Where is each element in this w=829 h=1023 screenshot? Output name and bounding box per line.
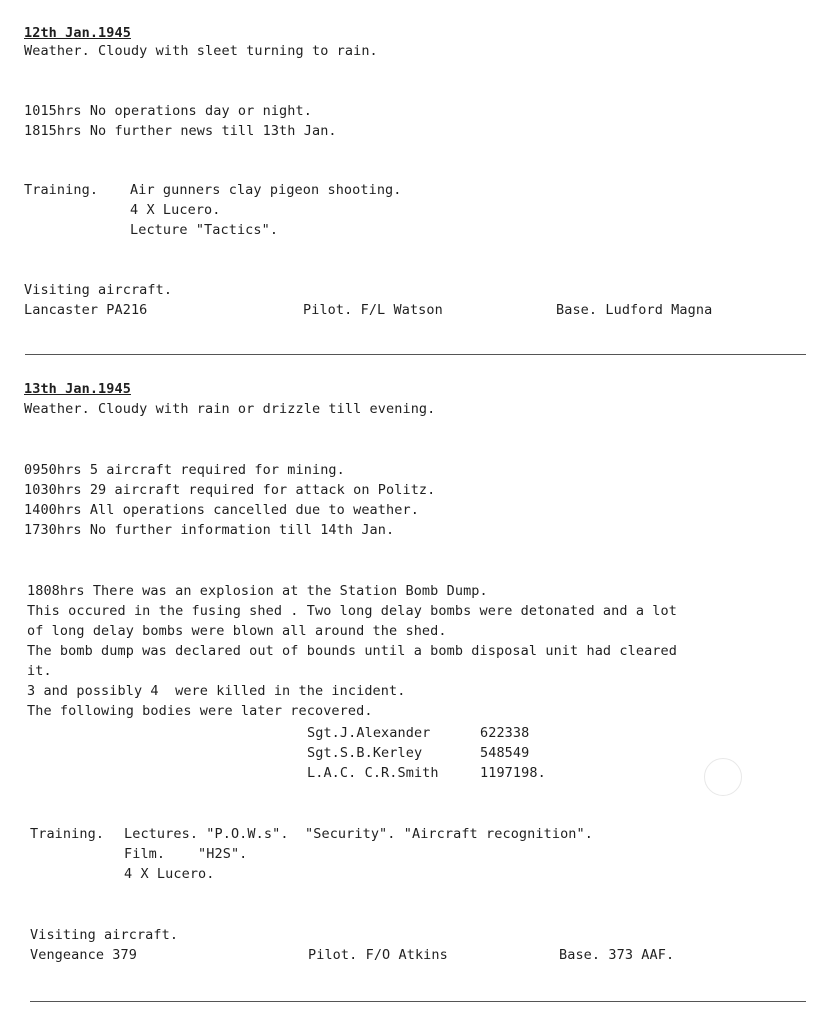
casualty-name: Sgt.S.B.Kerley bbox=[307, 745, 423, 761]
incident-line: The bomb dump was declared out of bounds until a bomb disposal unit had cleared bbox=[27, 643, 677, 659]
training-item: 4 X Lucero. bbox=[124, 866, 215, 882]
casualty-number: 548549 bbox=[480, 745, 530, 761]
visiting-base: Base. Ludford Magna bbox=[556, 302, 713, 318]
training-label: Training. bbox=[30, 826, 105, 842]
incident-line: This occured in the fusing shed . Two long delay bombs were detonated and a lot bbox=[27, 603, 677, 619]
casualty-number: 622338 bbox=[480, 725, 530, 741]
entry-divider bbox=[25, 354, 806, 355]
weather-line: Weather. Cloudy with rain or drizzle till evening. bbox=[24, 401, 436, 417]
incident-line: it. bbox=[27, 663, 52, 679]
paper-mark bbox=[704, 758, 742, 796]
incident-line: of long delay bombs were blown all around the shed. bbox=[27, 623, 447, 639]
log-line: 0950hrs 5 aircraft required for mining. bbox=[24, 462, 345, 478]
log-line: 1730hrs No further information till 14th Jan. bbox=[24, 522, 395, 538]
visiting-aircraft-heading: Visiting aircraft. bbox=[30, 927, 179, 943]
training-item: 4 X Lucero. bbox=[130, 202, 221, 218]
training-item: Air gunners clay pigeon shooting. bbox=[130, 182, 402, 198]
training-item: Film. "H2S". bbox=[124, 846, 248, 862]
visiting-aircraft-name: Vengeance 379 bbox=[30, 947, 137, 963]
entry-divider bbox=[30, 1001, 806, 1002]
visiting-pilot: Pilot. F/O Atkins bbox=[308, 947, 448, 963]
training-item: Lecture "Tactics". bbox=[130, 222, 279, 238]
incident-line: 3 and possibly 4 were killed in the incident. bbox=[27, 683, 406, 699]
log-line: 1815hrs No further news till 13th Jan. bbox=[24, 123, 337, 139]
incident-line: The following bodies were later recovered. bbox=[27, 703, 373, 719]
log-line: 1400hrs All operations cancelled due to weather. bbox=[24, 502, 419, 518]
entry-date-heading: 12th Jan.1945 bbox=[24, 25, 131, 41]
visiting-pilot: Pilot. F/L Watson bbox=[303, 302, 443, 318]
visiting-aircraft-heading: Visiting aircraft. bbox=[24, 282, 173, 298]
log-line: 1015hrs No operations day or night. bbox=[24, 103, 312, 119]
training-item: Lectures. "P.O.W.s". "Security". "Aircraft recognition". bbox=[124, 826, 593, 842]
visiting-aircraft-name: Lancaster PA216 bbox=[24, 302, 148, 318]
training-label: Training. bbox=[24, 182, 99, 198]
visiting-base: Base. 373 AAF. bbox=[559, 947, 675, 963]
entry-date-heading: 13th Jan.1945 bbox=[24, 381, 131, 397]
casualty-number: 1197198. bbox=[480, 765, 546, 781]
casualty-name: Sgt.J.Alexander bbox=[307, 725, 431, 741]
weather-line: Weather. Cloudy with sleet turning to rain. bbox=[24, 43, 378, 59]
incident-line: 1808hrs There was an explosion at the Station Bomb Dump. bbox=[27, 583, 488, 599]
casualty-name: L.A.C. C.R.Smith bbox=[307, 765, 439, 781]
log-line: 1030hrs 29 aircraft required for attack on Politz. bbox=[24, 482, 436, 498]
